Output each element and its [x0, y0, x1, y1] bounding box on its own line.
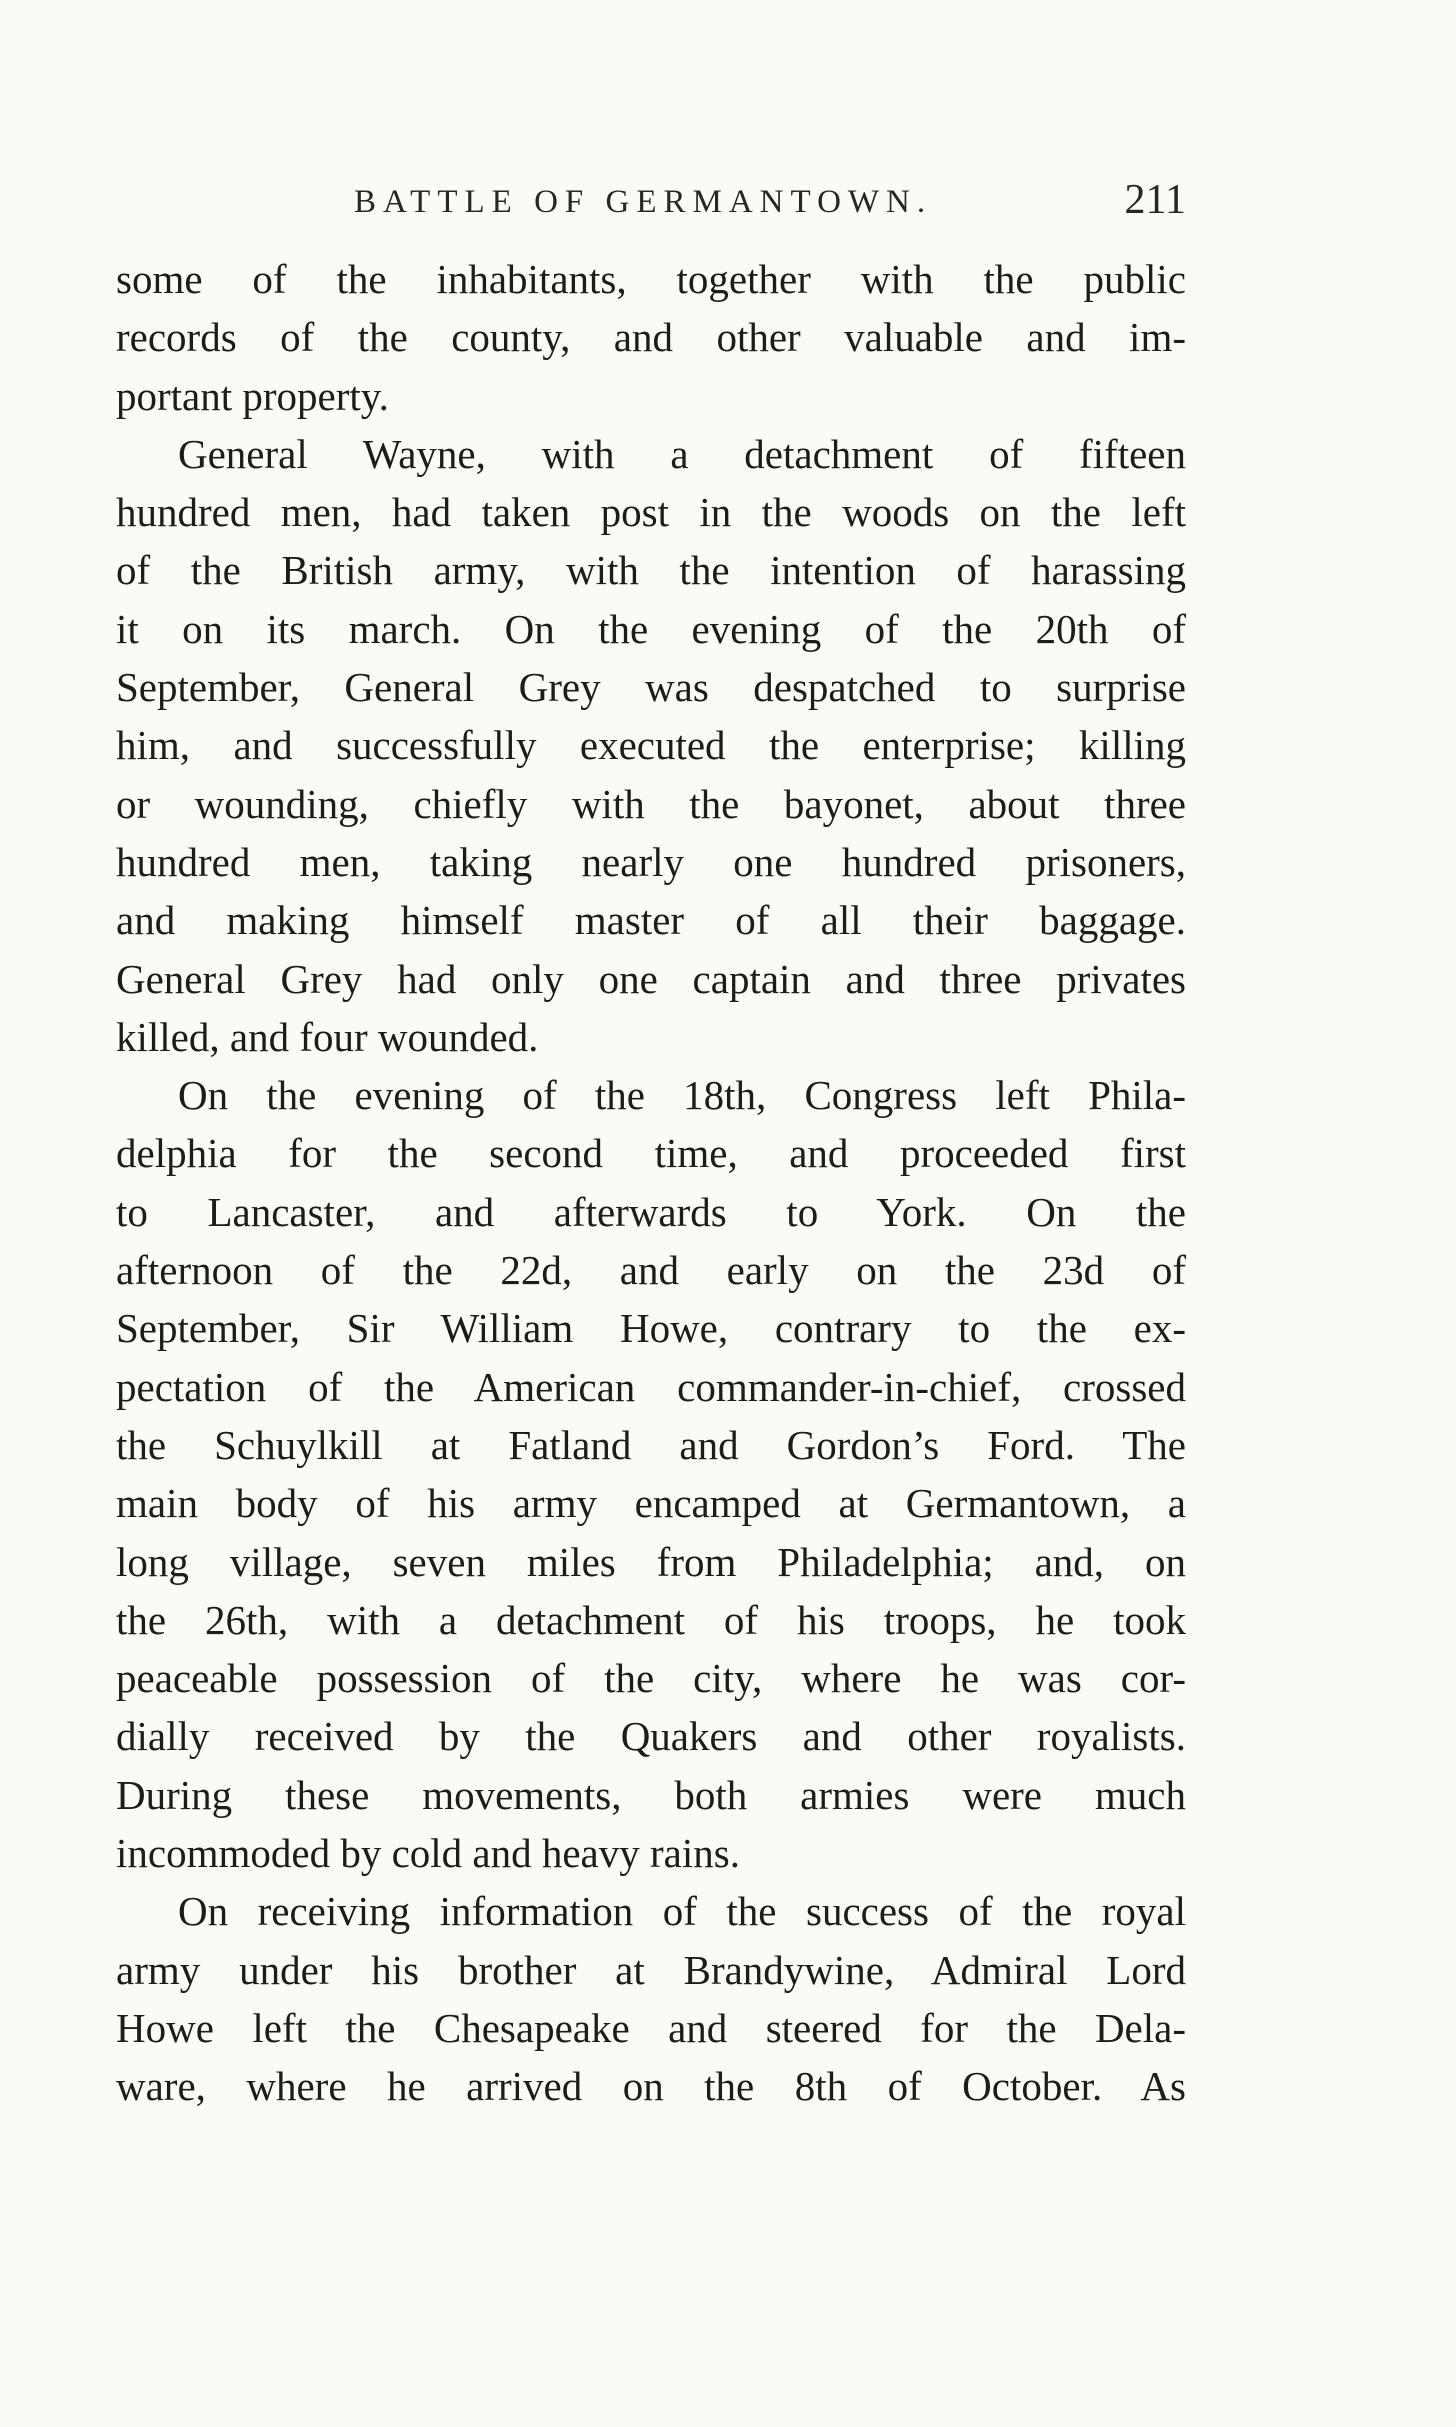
text-line: On the evening of the 18th, Congress left Phila-	[178, 1072, 1186, 1119]
text-line: or wounding, chiefly with the bayonet, about three	[116, 780, 1186, 827]
text-line: pectation of the American commander-in-chief, crossed	[116, 1363, 1186, 1410]
page-number: 211	[1124, 177, 1186, 223]
text-line: some of the inhabitants, together with the public	[116, 256, 1186, 302]
text-line: the 26th, with a detachment of his troops, he took	[116, 1596, 1186, 1643]
text-line: killed, and four wounded.	[116, 1013, 539, 1060]
text-line: September, Sir William Howe, contrary to the ex-	[116, 1305, 1186, 1352]
text-line: afternoon of the 22d, and early on the 23d of	[116, 1247, 1186, 1294]
paragraph	[116, 250, 1186, 425]
text-line: records of the county, and other valuable and im-	[116, 314, 1186, 361]
text-line: peaceable possession of the city, where he was cor-	[116, 1655, 1186, 1702]
text-line: On receiving information of the success of the royal	[178, 1888, 1186, 1935]
text-line: portant property.	[116, 372, 389, 419]
text-line: delphia for the second time, and proceeded first	[116, 1130, 1186, 1177]
paragraph	[116, 1882, 1186, 2115]
text-line: hundred men, taking nearly one hundred prisoners,	[116, 838, 1186, 885]
text-line: During these movements, both armies were much	[116, 1771, 1186, 1818]
running-title: BATTLE OF GERMANTOWN.	[354, 184, 933, 220]
text-line: ware, where he arrived on the 8th of October. As	[116, 2063, 1186, 2110]
text-line: and making himself master of all their baggage.	[116, 897, 1186, 944]
paragraph	[116, 425, 1186, 1066]
page-header	[116, 176, 1186, 236]
text-line: General Wayne, with a detachment of fifteen	[178, 430, 1186, 477]
text-line: Howe left the Chesapeake and steered for the Dela-	[116, 2004, 1186, 2051]
paragraph	[116, 1066, 1186, 1882]
body-text	[116, 250, 1186, 2116]
text-line: the Schuylkill at Fatland and Gordon’s Ford. The	[116, 1421, 1186, 1468]
text-line: army under his brother at Brandywine, Admiral Lord	[116, 1946, 1186, 1993]
text-line: General Grey had only one captain and three privates	[116, 955, 1186, 1002]
text-line: it on its march. On the evening of the 20th of	[116, 605, 1186, 652]
text-line: September, General Grey was despatched to surprise	[116, 664, 1186, 711]
text-line: incommoded by cold and heavy rains.	[116, 1830, 740, 1877]
text-line: hundred men, had taken post in the woods on the left	[116, 489, 1186, 536]
text-line: dially received by the Quakers and other royalists.	[116, 1713, 1186, 1760]
text-line: of the British army, with the intention of harassing	[116, 547, 1186, 594]
text-line: main body of his army encamped at Germantown, a	[116, 1480, 1186, 1527]
text-line: to Lancaster, and afterwards to York. On the	[116, 1188, 1186, 1235]
text-line: him, and successfully executed the enterprise; killing	[116, 722, 1186, 769]
text-line: long village, seven miles from Philadelphia; and, on	[116, 1538, 1186, 1585]
